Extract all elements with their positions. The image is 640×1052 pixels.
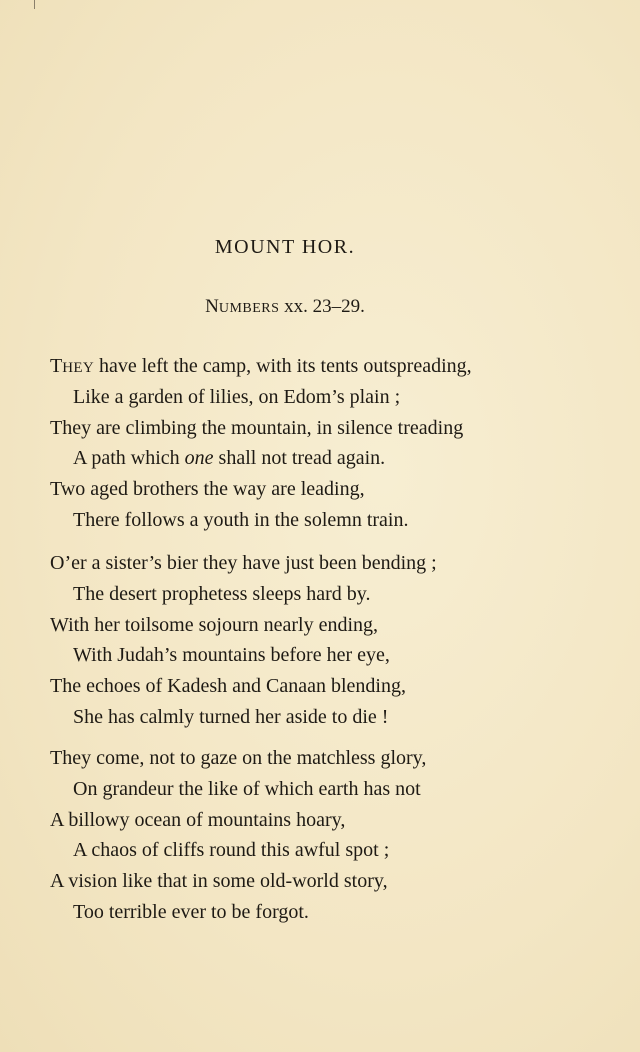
line-text: shall not tread again. <box>213 447 386 470</box>
scripture-reference <box>0 296 570 318</box>
poem-line: Like a garden of lilies, on Edom’s plain ; <box>73 385 401 408</box>
reference-verses: xx. 23–29. <box>279 296 365 317</box>
poem-line: The desert prophetess sleeps hard by. <box>73 582 371 605</box>
line-text: A path which <box>73 447 185 470</box>
poem-line: With her toilsome sojourn nearly ending, <box>50 613 379 636</box>
reference-initial: N <box>205 296 219 317</box>
poem-title: MOUNT HOR. <box>214 236 356 258</box>
poem-line: The echoes of Kadesh and Canaan blending, <box>50 675 406 698</box>
poem-line: They are climbing the mountain, in silence treading <box>50 416 464 439</box>
stanza-1 <box>50 351 570 536</box>
poem-line: Two aged brothers the way are leading, <box>50 478 365 501</box>
poem-line: There follows a youth in the solemn train. <box>73 508 409 531</box>
poem-line: A vision like that in some old-world story, <box>50 870 388 893</box>
page-edge-mark <box>34 0 35 9</box>
poem-line: On grandeur the like of which earth has not <box>73 777 421 800</box>
poem-line: A chaos of cliffs round this awful spot ; <box>73 839 390 862</box>
poem-line: Too terrible ever to be forgot. <box>73 900 309 923</box>
poem-line: She has calmly turned her aside to die ! <box>73 705 389 728</box>
stanza-3 <box>50 743 570 928</box>
poem-line <box>50 351 570 382</box>
poem-line: With Judah’s mountains before her eye, <box>73 644 390 667</box>
reference-book: UMBERS <box>218 301 280 316</box>
poem-line: They come, not to gaze on the matchless glory, <box>50 747 427 769</box>
poem-line <box>50 443 570 474</box>
poem-line: A billowy ocean of mountains hoary, <box>50 808 346 831</box>
stanza-2 <box>50 548 570 733</box>
first-word-initial: T <box>50 355 63 377</box>
first-word-rest: HEY <box>62 360 94 376</box>
poem-line: O’er a sister’s bier they have just been bending ; <box>50 552 437 574</box>
italic-word: one <box>184 447 214 470</box>
line-text: have left the camp, with its tents outspreading, <box>93 355 472 377</box>
